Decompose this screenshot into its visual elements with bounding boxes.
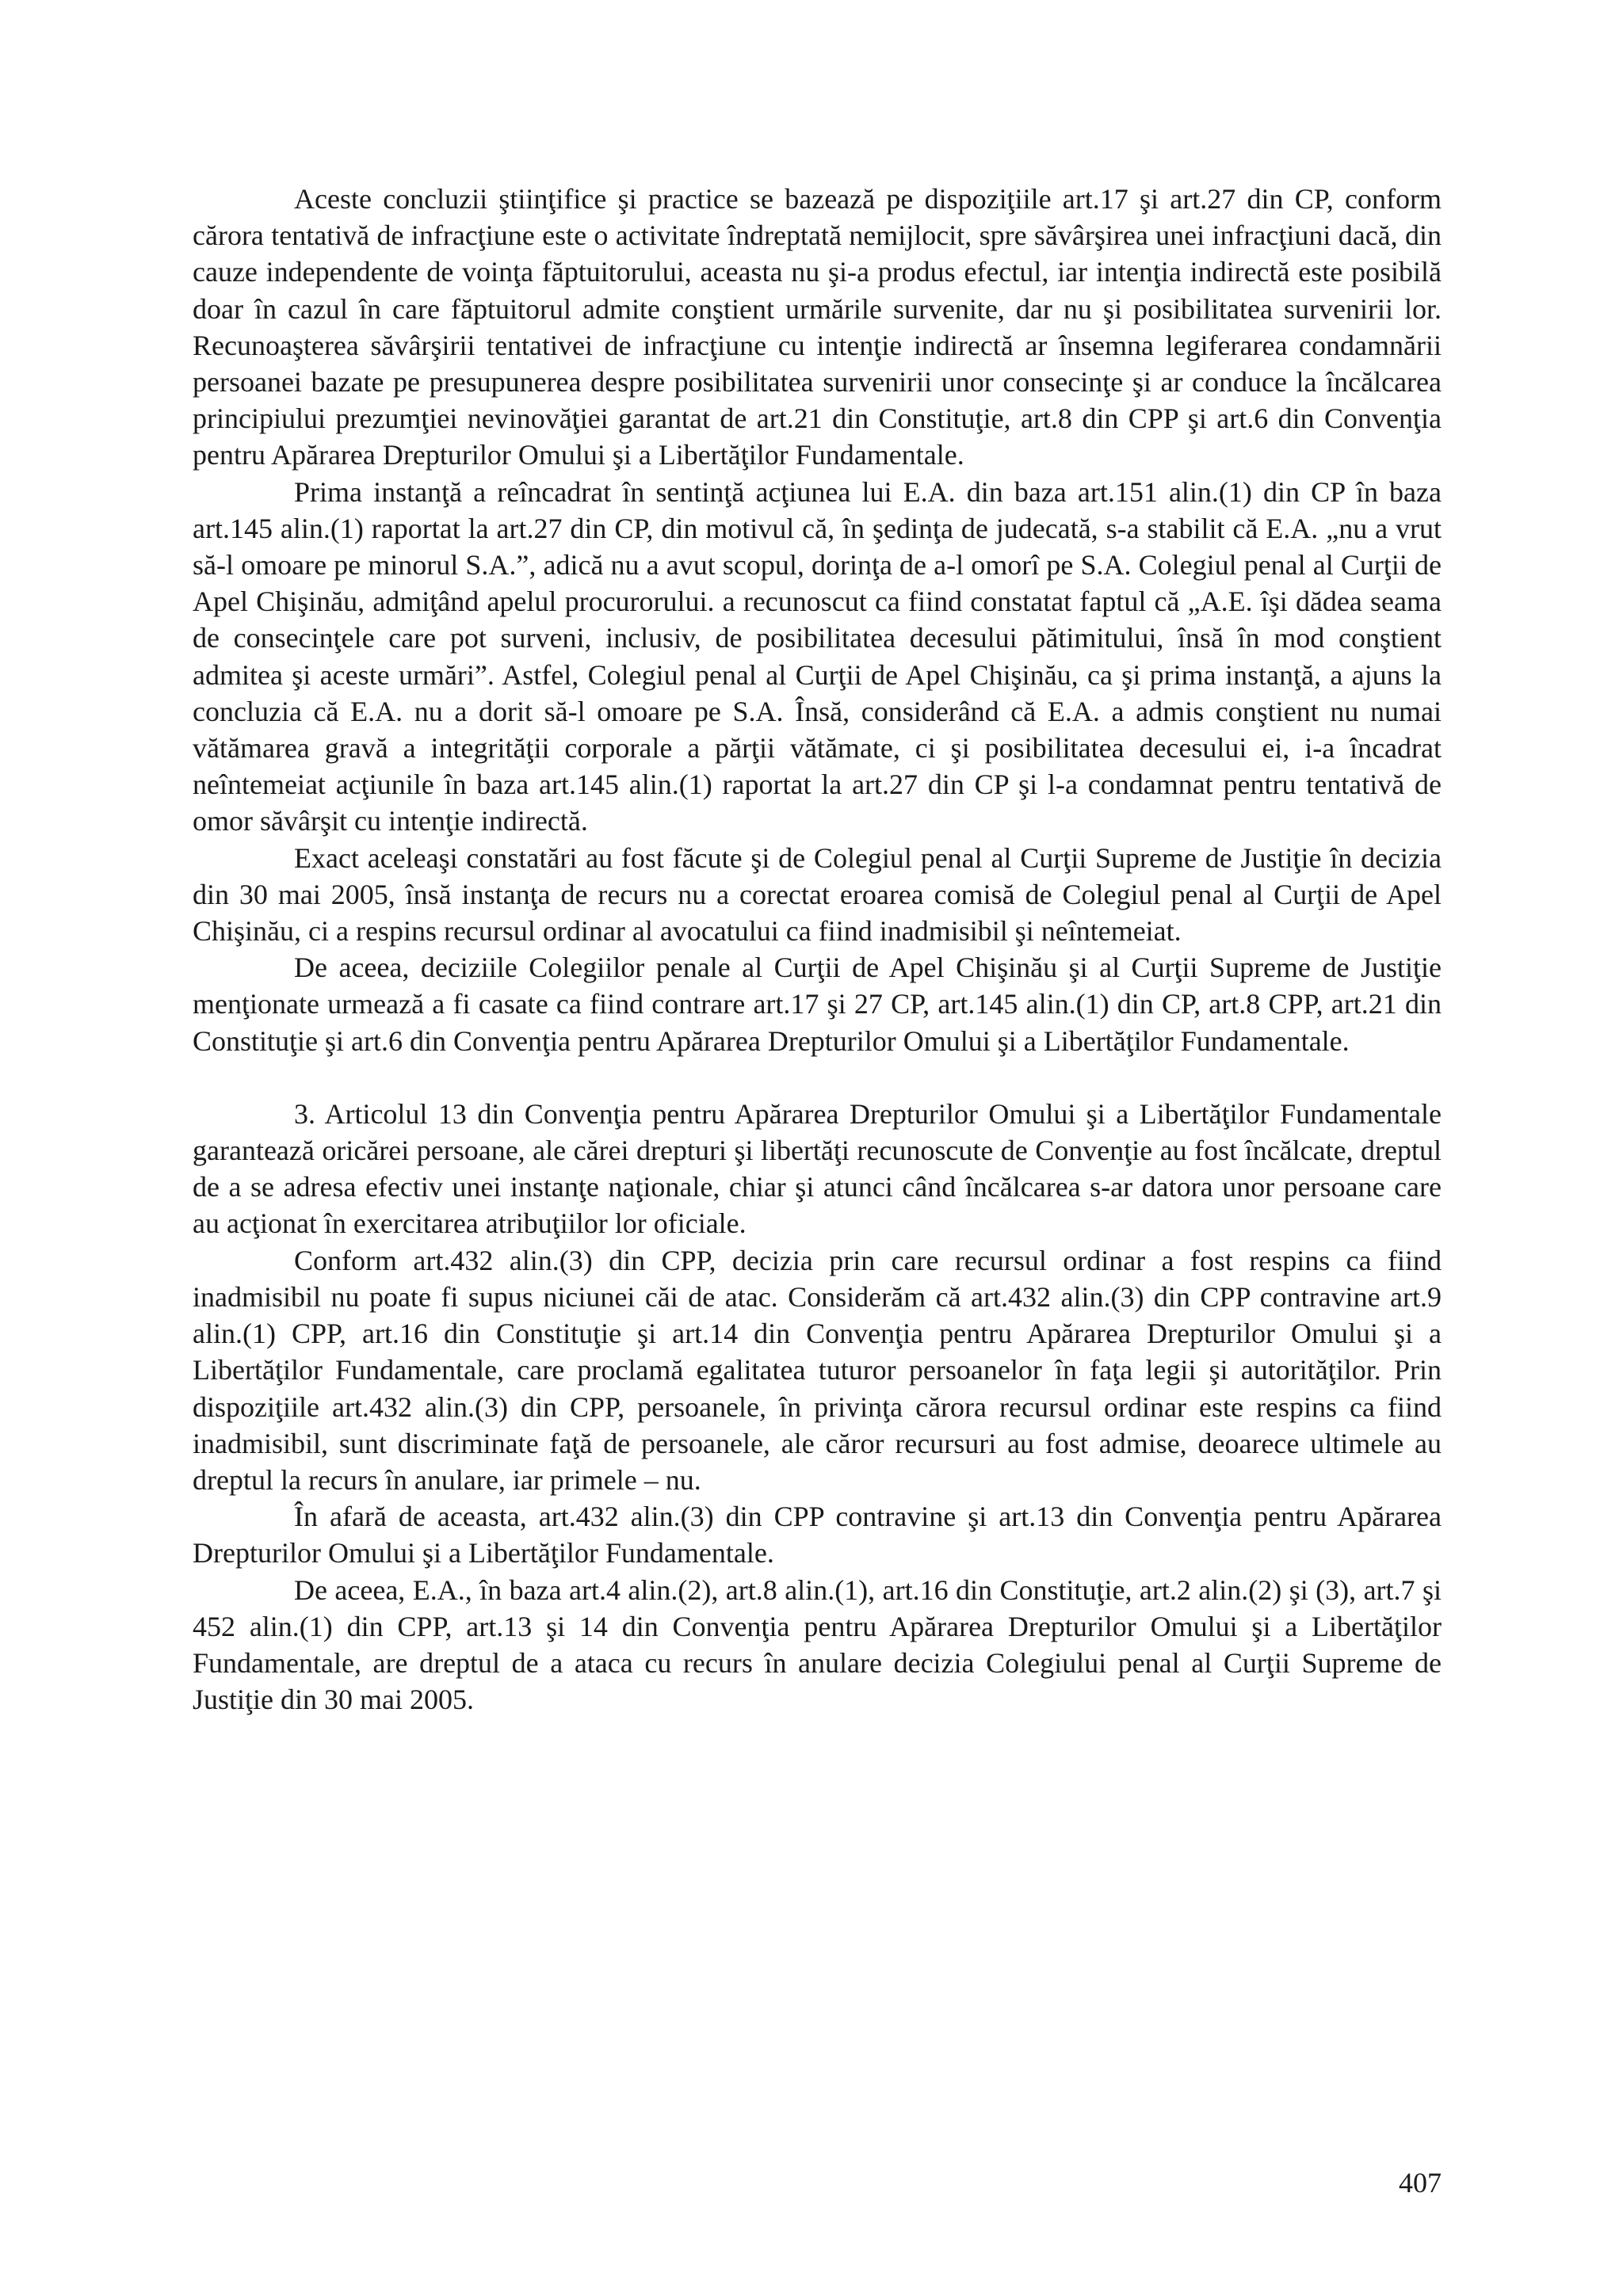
section-spacer (193, 1059, 1442, 1096)
paragraph-article-432: Conform art.432 alin.(3) din CPP, decizia prin care recursul ordinar a fost respins ca fiind inadmisibil nu poate fi supus niciunei căi de atac. Considerăm că art.432 alin.(3) din CPP contravine art.9 alin.(1) CPP, art.16 din Constituţie şi art.14 din Convenţia pentru Apărarea Drepturilor Omului şi a Libertăţilor Fundamentale, care proclamă egalitatea tuturor persoanelor în faţa legii şi autorităţilor. Prin dispoziţiile art.432 alin.(3) din CPP, persoanele, în privinţa cărora recursul ordinar este respins ca fiind inadmisibil, sunt discriminate faţă de persoanele, ale căror recursuri au fost admise, deoarece ultimele au dreptul la recurs în anulare, iar primele – nu. (193, 1244, 1442, 1496)
paragraph-contravention: În afară de aceasta, art.432 alin.(3) din CPP contravine şi art.13 din Convenţia pentru Apărarea Drepturilor Omului şi a Libertăţilor Fundamentale. (193, 1501, 1442, 1569)
document-body (193, 181, 1442, 1718)
paragraph-legal-basis: Aceste concluzii ştiinţifice şi practice se bazează pe dispoziţiile art.17 şi art.27 din CP, conform cărora tentativă de infracţiune este o activitate îndreptată nemijlocit, spre săvârşirea unei infracţiuni dacă, din cauze independente de voinţa făptuitorului, aceasta nu şi-a produs efectul, iar intenţia indirectă este posibilă doar în cazul în care făptuitorul admite conştient urmările survenite, dar nu şi posibilitatea survenirii lor. Recunoaşterea săvârşirii tentativei de infracţiune cu intenţie indirectă ar însemna legiferarea condamnării persoanei bazate pe presupunerea despre posibilitatea survenirii unor consecinţe şi ar conduce la încălcarea principiului prezumţiei nevinovăţiei garantat de art.21 din Constituţie, art.8 din CPP şi art.6 din Convenţia pentru Apărarea Drepturilor Omului şi a Libertăţilor Fundamentale. (193, 183, 1442, 471)
paragraph-first-instance: Prima instanţă a reîncadrat în sentinţă acţiunea lui E.A. din baza art.151 alin.(1) din CP în baza art.145 alin.(1) raportat la art.27 din CP, din motivul că, în şedinţa de judecată, s-a stabilit că E.A. „nu a vrut să-l omoare pe minorul S.A.”, adică nu a avut scopul, dorinţa de a-l omorî pe S.A. Colegiul penal al Curţii de Apel Chişinău, admiţând apelul procurorului. a recunoscut ca fiind constatat faptul că „A.E. îşi dădea seama de consecinţele care pot surveni, inclusiv, de posibilitatea decesului pătimitului, însă în mod conştient admitea şi aceste urmări”. Astfel, Colegiul penal al Curţii de Apel Chişinău, ca şi prima instanţă, a ajuns la concluzia că E.A. nu a dorit să-l omoare pe S.A. Însă, considerând că E.A. a admis conştient nu numai vătămarea gravă a integrităţii corporale a părţii vătămate, ci şi posibilitatea decesului ei, i-a încadrat neîntemeiat acţiunile în baza art.145 alin.(1) raportat la art.27 din CP şi l-a condamnat pentru tentativă de omor săvârşit cu intenţie indirectă. (193, 475, 1442, 837)
paragraph-decisions-annulment: De aceea, deciziile Colegiilor penale al Curţii de Apel Chişinău şi al Curţii Supreme de Justiţie menţionate urmează a fi casate ca fiind contrare art.17 şi 27 CP, art.145 alin.(1) din CP, art.8 CPP, art.21 din Constituţie şi art.6 din Convenţia pentru Apărarea Drepturilor Omului şi a Libertăţilor Fundamentale. (193, 952, 1442, 1057)
paragraph-supreme-court: Exact aceleaşi constatări au fost făcute şi de Colegiul penal al Curţii Supreme de Justiţie în decizia din 30 mai 2005, însă instanţa de recurs nu a corectat eroarea comisă de Colegiul penal al Curţii de Apel Chişinău, ci a respins recursul ordinar al avocatului ca fiind inadmisibil şi neîntemeiat. (193, 841, 1442, 948)
paragraph-conclusion: De aceea, E.A., în baza art.4 alin.(2), art.8 alin.(1), art.16 din Constituţie, art.2 alin.(2) şi (3), art.7 şi 452 alin.(1) din CPP, art.13 şi 14 din Convenţia pentru Apărarea Drepturilor Omului şi a Libertăţilor Fundamentale, are dreptul de a ataca cu recurs în anulare decizia Colegiului penal al Curţii Supreme de Justiţie din 30 mai 2005. (193, 1573, 1442, 1716)
page-number: 407 (1399, 2167, 1442, 2199)
paragraph-article-13: 3. Articolul 13 din Convenţia pentru Apărarea Drepturilor Omului şi a Libertăţilor Fundamentale garantează oricărei persoane, ale cărei drepturi şi libertăţi recunoscute de Convenţie au fost încălcate, dreptul de a se adresa efectiv unei instanţe naţionale, chiar şi atunci când încălcarea s-ar datora unor persoane care au acţionat în exercitarea atribuţiilor lor oficiale. (193, 1097, 1442, 1240)
